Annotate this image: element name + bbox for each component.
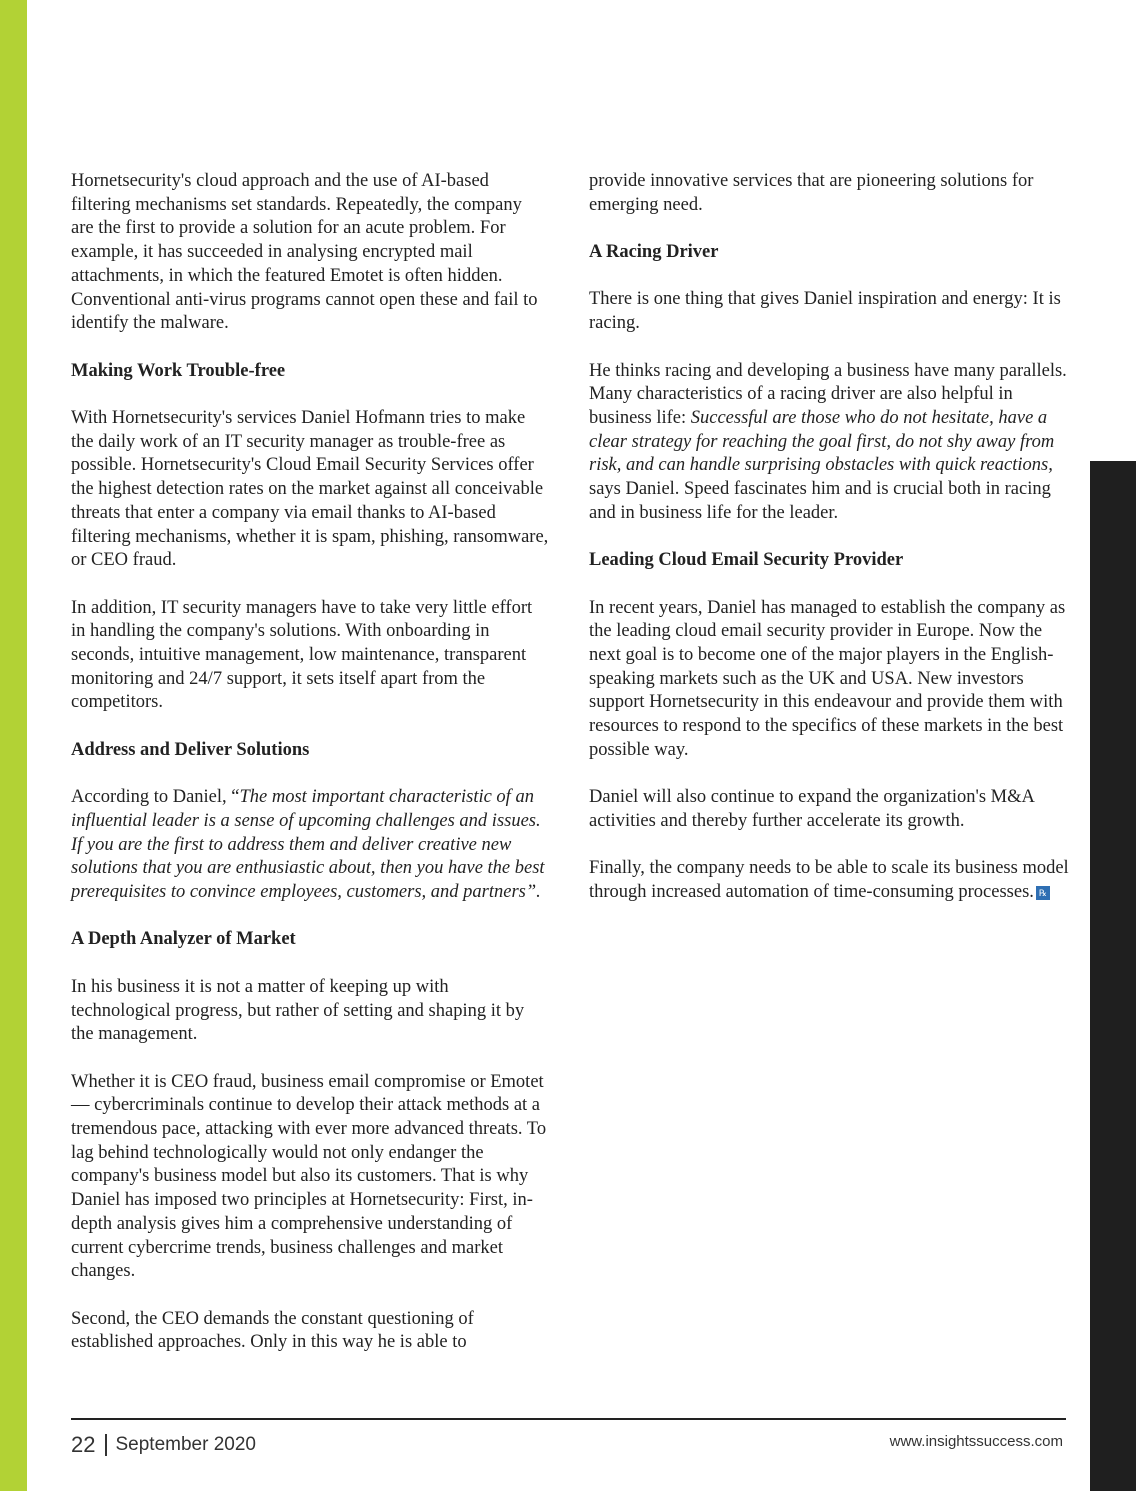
end-of-article-icon: ℞	[1036, 886, 1050, 900]
quote-paragraph	[589, 360, 1069, 526]
issue-date: September 2020	[115, 1434, 256, 1455]
quote-tail: says Daniel. Speed fascinates him and is crucial both in racing and in business life for the leader.	[589, 479, 1051, 523]
paragraph: Daniel will also continue to expand the organization's M&A activities and thereby further accelerate its growth.	[589, 787, 1034, 831]
paragraph: In addition, IT security managers have to take very little effort in handling the company's solutions. With onboarding in seconds, intuitive management, low maintenance, transparent monitoring and 24/7 support, it sets itself apart from the competitors.	[71, 597, 533, 713]
page-number: 22	[71, 1432, 96, 1457]
quote-paragraph	[71, 786, 549, 905]
quote-text: The most important characteristic of an influential leader is a sense of upcoming challenges and issues. If you are the first to address them and deliver creative new solutions that you are enthusiastic about, then you have the best prerequisites to convince employees, customers, and partners”.	[71, 787, 545, 903]
section-heading: Making Work Trouble-free	[71, 360, 286, 381]
footer-divider	[71, 1418, 1066, 1420]
paragraph: Whether it is CEO fraud, business email compromise or Emotet — cybercriminals continue to develop their attack methods at a tremendous pace, attacking with ever more advanced threats. To lag behind technologically would not only endanger the company's business model but also its customers. That is why Daniel has imposed two principles at Hornetsecurity: First, in-depth analysis gives him a comprehensive understanding of current cybercrime trends, business challenges and market changes.	[71, 1071, 547, 1282]
paragraph: With Hornetsecurity's services Daniel Hofmann tries to make the daily work of an IT security manager as trouble-free as possible. Hornetsecurity's Cloud Email Security Services offer the highest detection rates on the market against all conceivable threats that enter a company via email thanks to AI-based filtering mechanisms, whether it is spam, phishing, ransomware, or CEO fraud.	[71, 408, 549, 571]
quote-text: Successful are those who do not hesitate, have a clear strategy for reaching the goal first, do not shy away from risk, and can handle surprising obstacles with quick reactions,	[589, 407, 1055, 476]
left-column	[71, 170, 549, 1379]
right-column	[589, 170, 1069, 928]
quote-lead: He thinks racing and developing a business have many parallels. Many characteristics of a racing driver are also helpful in business life:	[589, 360, 1067, 428]
side-tab	[1090, 461, 1136, 1491]
closing-paragraph	[589, 857, 1069, 904]
paragraph: In recent years, Daniel has managed to establish the company as the leading cloud email security provider in Europe. Now the next goal is to become one of the major players in the English-speaking markets such as the UK and USA. New investors support Hornetsecurity in this endeavour and provide them with resources to respond to the specifics of these markets in the best possible way.	[589, 597, 1066, 760]
closing-text: Finally, the company needs to be able to scale its business model through increased automation of time-consuming processes.	[589, 858, 1069, 902]
section-heading: Address and Deliver Solutions	[71, 739, 310, 760]
folio-separator	[105, 1434, 107, 1456]
paragraph: Second, the CEO demands the constant questioning of established approaches. Only in this way he is able to	[71, 1308, 474, 1353]
paragraph: In his business it is not a matter of keeping up with technological progress, but rather of setting and shaping it by the management.	[71, 976, 525, 1045]
section-heading: A Racing Driver	[589, 242, 719, 263]
paragraph: provide innovative services that are pioneering solutions for emerging need.	[589, 171, 1034, 215]
quote-lead: According to Daniel, “	[71, 787, 240, 808]
accent-bar	[0, 0, 27, 1491]
paragraph: Hornetsecurity's cloud approach and the use of AI-based filtering mechanisms set standards. Repeatedly, the company are the first to provide a solution for an acute problem. For example, it has succeeded in analysing encrypted mail attachments, in which the featured Emotet is often hidden. Conventional anti-virus programs cannot open these and fail to identify the malware.	[71, 171, 538, 334]
paragraph: There is one thing that gives Daniel inspiration and energy: It is racing.	[589, 289, 1061, 334]
section-heading: Leading Cloud Email Security Provider	[589, 550, 904, 571]
website-url: www.insightssuccess.com	[889, 1433, 1063, 1450]
section-heading: A Depth Analyzer of Market	[71, 929, 296, 950]
footer-folio	[71, 1432, 256, 1458]
